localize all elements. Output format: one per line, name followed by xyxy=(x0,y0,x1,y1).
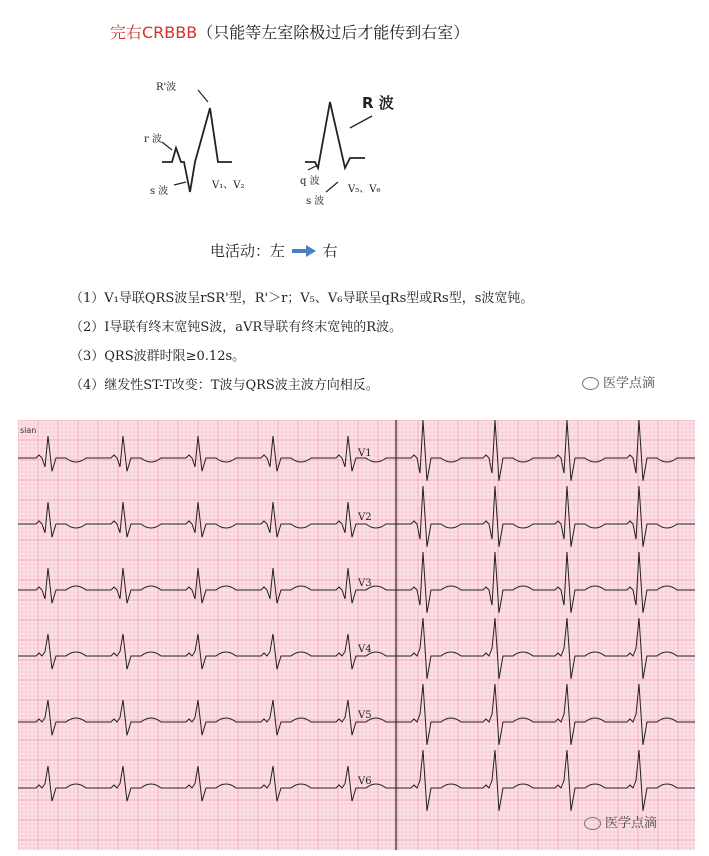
ecg-grid xyxy=(18,420,695,850)
lead-label-v2: V2 xyxy=(358,512,372,523)
watermark-text: 医学点滴 xyxy=(605,816,658,831)
r-small-label: r 波 xyxy=(144,134,162,145)
criteria-item-4: （4）继发性ST-T改变：T波与QRS波主波方向相反。 xyxy=(70,378,379,393)
watermark-text: 医学点滴 xyxy=(603,376,656,391)
s-arrow-right xyxy=(326,182,338,192)
R-label: R 波 xyxy=(362,94,394,112)
s-label-left: s 波 xyxy=(150,186,169,197)
lead-label-v4: V4 xyxy=(358,644,372,655)
q-label: q 波 xyxy=(300,176,320,187)
lead-label-v5: V5 xyxy=(358,710,372,721)
title-highlight: 完右CRBBB xyxy=(110,23,198,42)
criteria-item-2: （2）Ⅰ导联有终末宽钝S波，aVR导联有终末宽钝的R波。 xyxy=(70,320,403,335)
R-arrow xyxy=(350,116,372,128)
watermark-top xyxy=(582,372,655,391)
r-prime-arrow xyxy=(198,90,208,102)
leads-left-label: V₁、V₂ xyxy=(212,180,245,191)
leads-right-label: V₅、V₆ xyxy=(348,184,381,195)
lead-label-v3: V3 xyxy=(358,578,372,589)
chat-bubble-icon xyxy=(584,817,601,830)
q-arrow xyxy=(308,166,316,170)
watermark-bottom xyxy=(584,812,657,831)
s-arrow-left xyxy=(174,182,186,185)
activity-prefix: 电活动：左 xyxy=(210,242,286,260)
lead-label-v1: V1 xyxy=(358,448,372,459)
ecg-strip xyxy=(18,420,695,850)
page-title xyxy=(110,20,469,43)
electrical-activity xyxy=(210,240,338,261)
ecg-corner-text: sian xyxy=(20,426,37,435)
r-arrow xyxy=(162,142,172,150)
ecg-paper xyxy=(18,420,695,850)
chat-bubble-icon xyxy=(582,377,599,390)
title-note: （只能等左室除极过后才能传到右室） xyxy=(197,23,470,42)
criteria-item-3: （3）QRS波群时限≥0.12s。 xyxy=(70,349,246,364)
s-label-right: s 波 xyxy=(306,196,325,207)
rsr-diagram xyxy=(140,70,410,220)
criteria-item-1: （1）V₁导联QRS波呈rSR'型，R'＞r；V₅、V₆导联呈qRs型或Rs型，s波宽钝。 xyxy=(70,291,534,306)
lead-label-v6: V6 xyxy=(358,776,372,787)
activity-suffix: 右 xyxy=(322,242,338,260)
right-arrow-icon xyxy=(292,243,316,261)
qrs-waveform xyxy=(305,102,365,168)
r-prime-label: R'波 xyxy=(156,82,177,93)
